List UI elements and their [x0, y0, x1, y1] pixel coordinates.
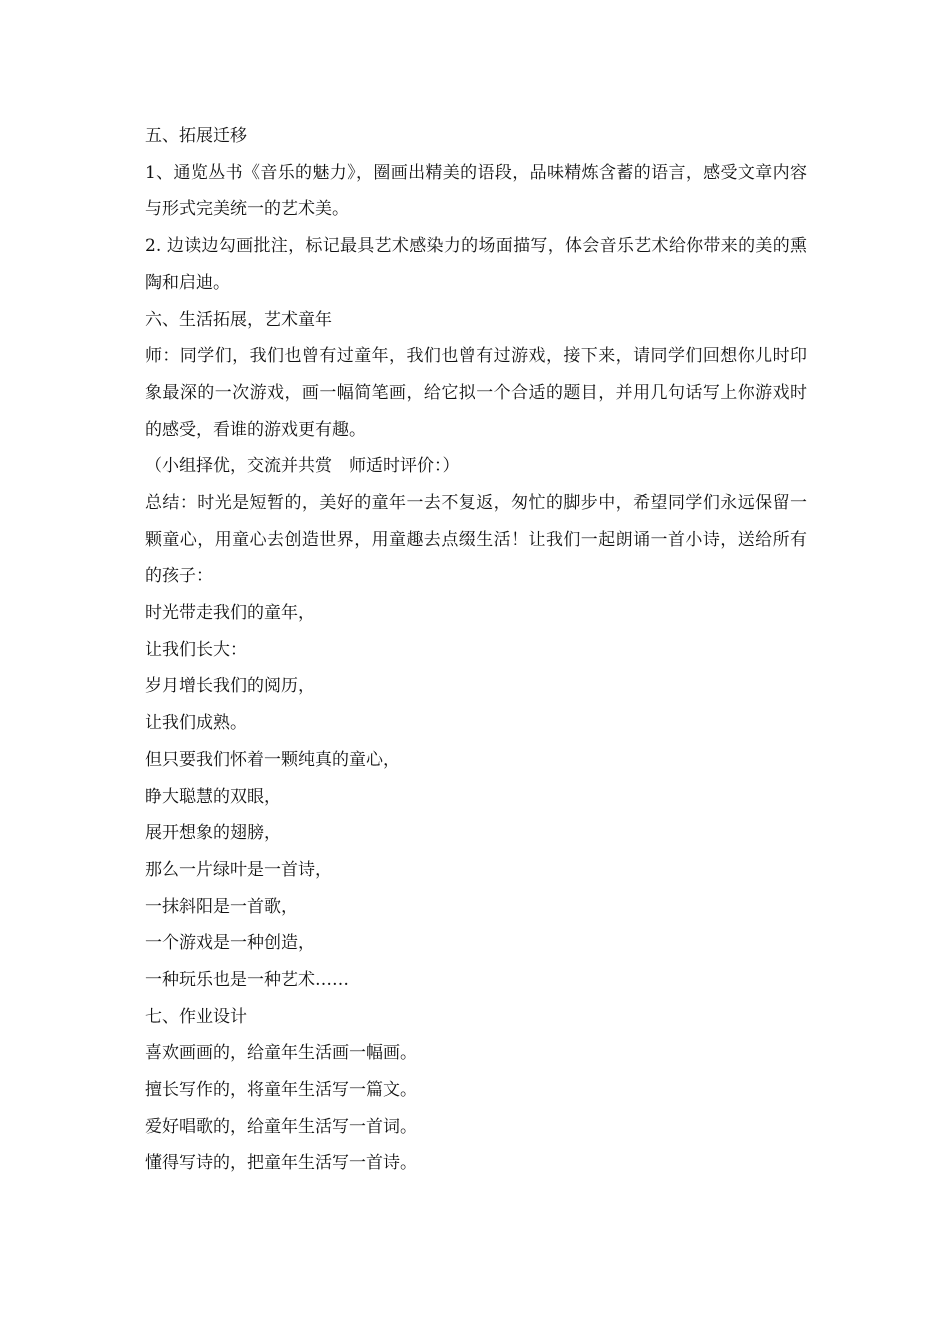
homework-item: 喜欢画画的，给童年生活画一幅画。	[145, 1043, 417, 1064]
document-page	[145, 118, 807, 1182]
poem-line: 让我们成熟。	[145, 713, 247, 734]
activity-note: （小组择优，交流并共赏 师适时评价：）	[145, 456, 460, 477]
teacher-paragraph: 师：同学们，我们也曾有过童年，我们也曾有过游戏，接下来，请同学们回想你儿时印象最深的一次游戏，画一幅简笔画，给它拟一个合适的题目，并用几句话写上你游戏时的感受，看谁的游戏更有趣。	[145, 346, 807, 440]
section5-item1: 1、通览丛书《音乐的魅力》，圈画出精美的语段，品味精炼含蓄的语言，感受文章内容与形式完美统一的艺术美。	[145, 162, 807, 220]
poem-line: 那么一片绿叶是一首诗，	[145, 859, 332, 880]
poem-line: 展开想象的翅膀，	[145, 823, 281, 844]
homework-item: 懂得写诗的，把童年生活写一首诗。	[145, 1153, 417, 1174]
poem-line: 一抹斜阳是一首歌，	[145, 896, 298, 917]
poem-line: 睁大聪慧的双眼，	[145, 786, 281, 807]
poem-line: 一个游戏是一种创造，	[145, 933, 315, 954]
poem-line: 但只要我们怀着一颗纯真的童心，	[145, 749, 400, 770]
summary-paragraph: 总结：时光是短暂的，美好的童年一去不复返，匆忙的脚步中，希望同学们永远保留一颗童心，用童心去创造世界，用童趣去点缀生活！让我们一起朗诵一首小诗，送给所有的孩子：	[145, 492, 807, 587]
poem-line: 让我们长大：	[145, 639, 247, 660]
homework-item: 擅长写作的，将童年生活写一篇文。	[145, 1080, 417, 1101]
section6-heading: 六、生活拓展，艺术童年	[145, 309, 332, 330]
section5-item2: 2. 边读边勾画批注，标记最具艺术感染力的场面描写，体会音乐艺术给你带来的美的熏陶和启迪。	[145, 236, 807, 293]
poem-line: 时光带走我们的童年，	[145, 603, 315, 624]
homework-item: 爱好唱歌的，给童年生活写一首词。	[145, 1116, 417, 1137]
section5-heading: 五、拓展迁移	[145, 126, 247, 146]
section7-heading: 七、作业设计	[145, 1006, 247, 1027]
poem-line: 一种玩乐也是一种艺术……	[145, 969, 349, 990]
poem-line: 岁月增长我们的阅历，	[145, 676, 315, 697]
